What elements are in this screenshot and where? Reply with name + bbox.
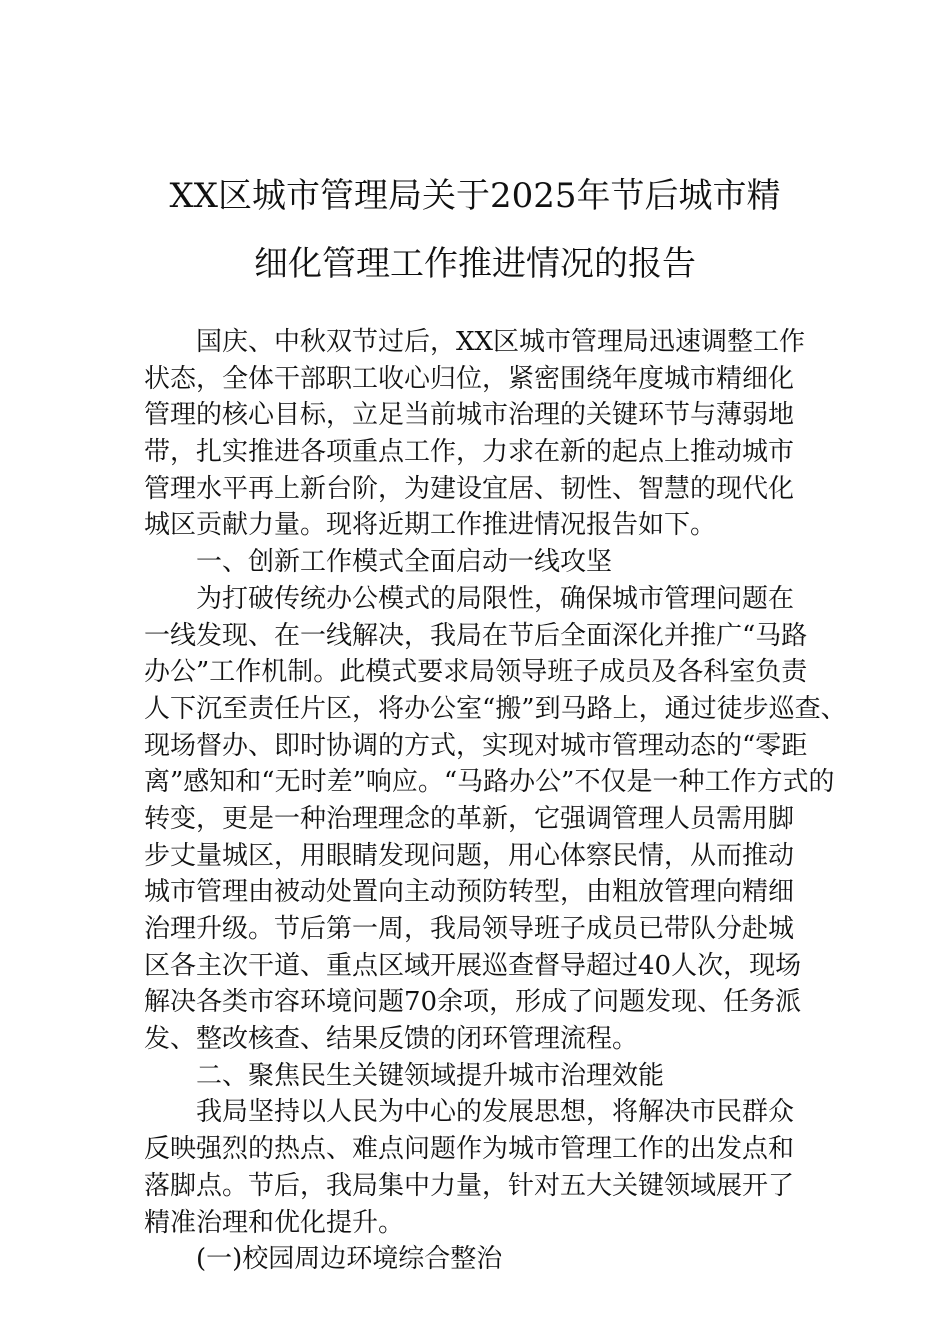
paragraph-line: 人下沉至责任片区，将办公室“搬”到马路上，通过徒步巡查、 (144, 693, 847, 724)
paragraph-line: 我局坚持以人民为中心的发展思想，将解决市民群众 (196, 1097, 795, 1128)
paragraph-line: 区各主次干道、重点区域开展巡查督导超过40人次，现场 (144, 950, 802, 981)
paragraph-line: 解决各类市容环境问题70余项，形成了问题发现、任务派 (144, 987, 802, 1018)
paragraph-line: 落脚点。节后，我局集中力量，针对五大关键领域展开了 (144, 1170, 795, 1201)
paragraph-line: 状态，全体干部职工收心归位，紧密围绕年度城市精细化 (144, 363, 795, 394)
section-2-paragraph (144, 1094, 808, 1241)
paragraph-line: 离”感知和“无时差”响应。“马路办公”不仅是一种工作方式的 (144, 767, 835, 798)
section-heading: 二、聚焦民生关键领域提升城市治理效能 (196, 1060, 665, 1091)
paragraph-line: 办公”工作机制。此模式要求局领导班子成员及各科室负责 (144, 657, 808, 688)
paragraph-line: 一线发现、在一线解决，我局在节后全面深化并推广“马路 (144, 620, 808, 651)
paragraph-line: 国庆、中秋双节过后，XX区城市管理局迅速调整工作 (196, 327, 806, 357)
section-heading-1 (144, 544, 808, 581)
paragraph-line: 发、整改核查、结果反馈的闭环管理流程。 (144, 1024, 639, 1055)
intro-paragraph (144, 324, 808, 544)
paragraph-line: 管理的核心目标，立足当前城市治理的关键环节与薄弱地 (144, 400, 795, 431)
paragraph-line: 现场督办、即时协调的方式，实现对城市管理动态的“零距 (144, 730, 808, 761)
document-title (120, 162, 830, 298)
section-heading-2 (144, 1058, 808, 1095)
paragraph-line: 管理水平再上新台阶，为建设宜居、韧性、智慧的现代化 (144, 473, 795, 504)
section-1-paragraph (144, 581, 847, 1058)
title-line-2: 细化管理工作推进情况的报告 (254, 244, 696, 284)
paragraph-line: 带，扎实推进各项重点工作，力求在新的起点上推动城市 (144, 437, 795, 468)
paragraph-line: 步丈量城区，用眼睛发现问题，用心体察民情，从而推动 (144, 840, 795, 871)
subsection-heading: (一)校园周边环境综合整治 (196, 1244, 503, 1275)
section-heading: 一、创新工作模式全面启动一线攻坚 (196, 547, 613, 578)
paragraph-line: 反映强烈的热点、难点问题作为城市管理工作的出发点和 (144, 1134, 795, 1165)
document-body (144, 324, 847, 1278)
paragraph-line: 精准治理和优化提升。 (144, 1207, 405, 1238)
paragraph-line: 转变，更是一种治理理念的革新，它强调管理人员需用脚 (144, 803, 795, 834)
title-line-1: XX区城市管理局关于2025年节后城市精 (169, 176, 781, 216)
paragraph-line: 城区贡献力量。现将近期工作推进情况报告如下。 (144, 510, 717, 541)
subsection-heading-1 (144, 1241, 808, 1278)
paragraph-line: 治理升级。节后第一周，我局领导班子成员已带队分赴城 (144, 914, 795, 944)
paragraph-line: 为打破传统办公模式的局限性，确保城市管理问题在 (196, 583, 795, 614)
paragraph-line: 城市管理由被动处置向主动预防转型，由粗放管理向精细 (144, 877, 795, 908)
